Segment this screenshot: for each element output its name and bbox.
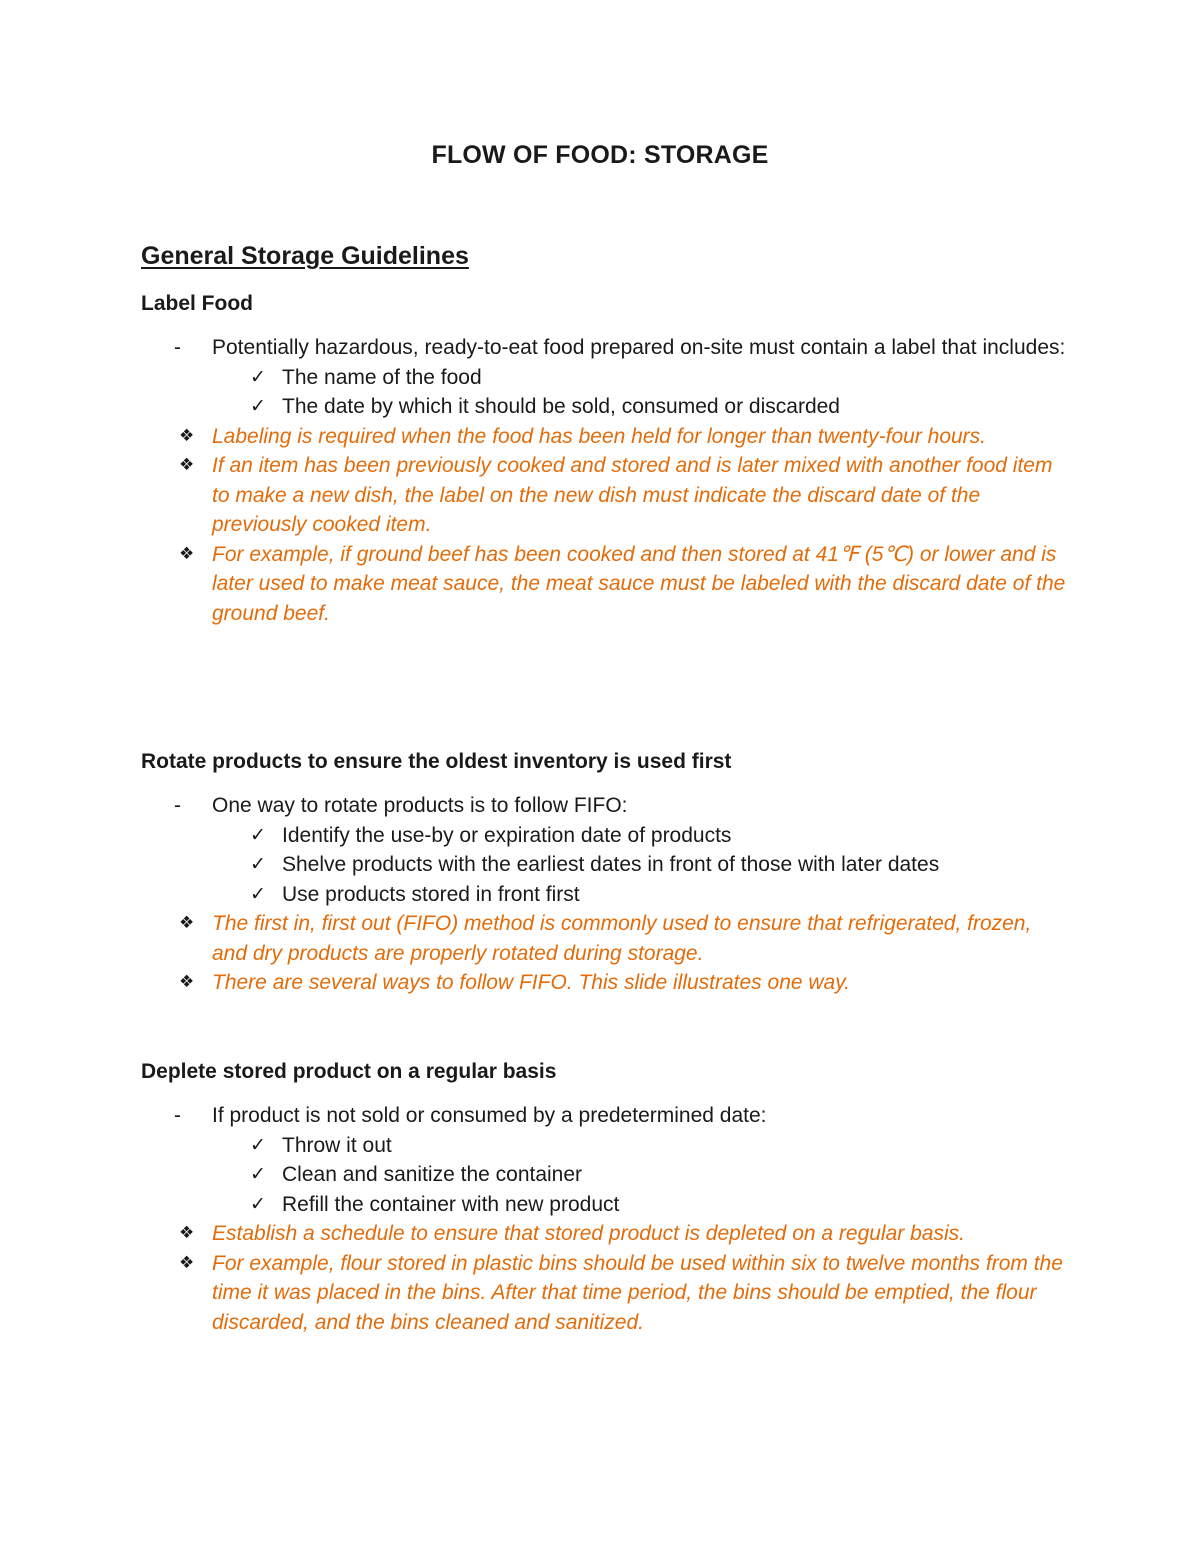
note-item [141,909,1071,968]
dash-item-text: One way to rotate products is to follow FIFO: [212,794,628,817]
subheading-deplete-stored-product: Deplete stored product on a regular basis [141,1060,557,1083]
checkmark-icon: ✓ [250,1164,266,1185]
dash-item [141,333,1071,363]
check-item-text: Refill the container with new product [282,1192,620,1216]
dash-marker: - [174,336,181,359]
note-item-text: For example, if ground beef has been cooked and then stored at 41℉ (5℃) or lower and is later used to make meat sauce, the meat sauce must be labeled with the discard date of the ground beef. [212,542,1066,625]
check-item [141,850,1071,880]
dash-item [141,791,1071,821]
section-label-food [141,289,1071,628]
check-item [141,880,1071,910]
note-item [141,968,1071,998]
dash-item-text: Potentially hazardous, ready-to-eat food prepared on-site must contain a label that includes: [212,336,1066,359]
check-item-text: Identify the use-by or expiration date of products [282,823,732,847]
diamond-bullet-icon: ❖ [179,913,195,933]
note-item [141,1219,1071,1249]
check-item [141,363,1071,393]
diamond-bullet-icon: ❖ [179,1252,195,1273]
diamond-bullet-icon: ❖ [179,543,195,564]
dash-item [141,1101,1071,1131]
checkmark-icon: ✓ [250,366,266,388]
document-title: FLOW OF FOOD: STORAGE [431,141,769,169]
checkmark-icon: ✓ [250,1193,266,1215]
check-item-text: Shelve products with the earliest dates in front of those with later dates [282,853,940,876]
note-item-text: The first in, first out (FIFO) method is commonly used to ensure that refrigerated, frozen, and dry products are properly rotated during storage. [212,912,1032,965]
diamond-bullet-icon: ❖ [179,425,195,446]
note-item [141,1249,1071,1338]
diamond-bullet-icon: ❖ [179,455,195,475]
diamond-bullet-icon: ❖ [179,972,195,992]
note-item-text: For example, flour stored in plastic bins should be used within six to twelve months from the time it was placed in the bins. After that time period, the bins should be emptied, the flour discarded, and the bins cleaned and sanitized. [212,1251,1063,1334]
section-rotate-products [141,747,1071,998]
dash-item-text: If product is not sold or consumed by a predetermined date: [212,1104,767,1127]
note-item-text: Labeling is required when the food has been held for longer than twenty-four hours. [212,424,987,448]
check-item [141,1160,1071,1190]
diamond-bullet-icon: ❖ [179,1223,195,1243]
note-item [141,540,1071,629]
checkmark-icon: ✓ [250,396,266,417]
checkmark-icon: ✓ [250,1134,266,1156]
check-item-text: The date by which it should be sold, consumed or discarded [282,395,840,418]
check-item [141,392,1071,422]
subheading-rotate-products: Rotate products to ensure the oldest inventory is used first [141,750,732,773]
check-item [141,1131,1071,1161]
checkmark-icon: ✓ [250,883,266,905]
subheading-label-food: Label Food [141,292,253,315]
dash-marker: - [174,1104,181,1127]
check-item-text: Throw it out [282,1133,392,1157]
note-item [141,451,1071,540]
check-item-text: Use products stored in front first [282,882,580,906]
check-item [141,1190,1071,1220]
check-item-text: The name of the food [282,365,482,389]
checkmark-icon: ✓ [250,824,266,846]
checkmark-icon: ✓ [250,854,266,875]
check-item-text: Clean and sanitize the container [282,1163,583,1186]
note-item-text: Establish a schedule to ensure that stored product is depleted on a regular basis. [212,1222,965,1245]
section-deplete-stored-product [141,1057,1071,1337]
section-heading-general-storage: General Storage Guidelines [141,242,469,270]
note-item-text: If an item has been previously cooked and stored and is later mixed with another food item to make a new dish, the label on the new dish must indicate the discard date of the previously cooked item. [212,454,1053,536]
note-item [141,422,1071,452]
dash-marker: - [174,794,181,817]
note-item-text: There are several ways to follow FIFO. This slide illustrates one way. [212,971,851,994]
check-item [141,821,1071,851]
